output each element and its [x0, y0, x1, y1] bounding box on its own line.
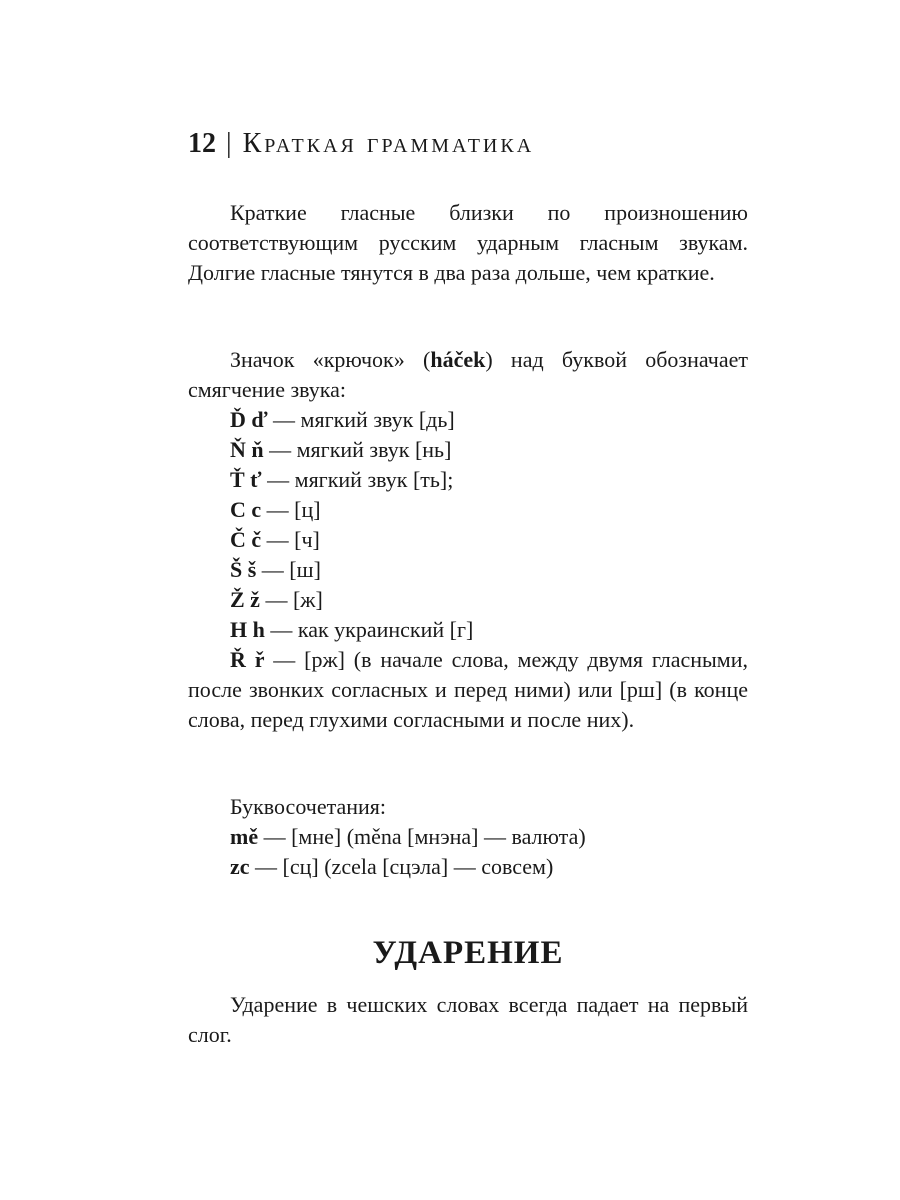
letter-description: — [ж]	[259, 587, 323, 612]
stress-section	[188, 990, 748, 1050]
combination-glyph: zc	[230, 854, 250, 879]
letter-glyph: Ř ř	[230, 647, 265, 672]
combination-item-zc	[188, 852, 748, 882]
letter-description: — [ч]	[261, 527, 320, 552]
letter-description: — [ш]	[256, 557, 321, 582]
letter-glyph: H h	[230, 617, 265, 642]
letter-description: — как украинский [г]	[264, 617, 474, 642]
letter-item-c	[188, 495, 748, 525]
letter-glyph: C c	[230, 497, 262, 522]
letter-item-z-caron	[188, 585, 748, 615]
combination-description: — [сц] (zcela [сцэла] — совсем)	[249, 854, 554, 879]
hacek-section	[188, 345, 748, 735]
letter-item-r-caron	[188, 645, 748, 735]
letter-item-s-caron	[188, 555, 748, 585]
vowel-length-section	[188, 198, 748, 288]
letter-glyph: Ď ď	[230, 407, 268, 432]
letter-glyph: Ň ň	[230, 437, 264, 462]
header-separator: |	[226, 128, 232, 159]
letter-description: — мягкий звук [нь]	[263, 437, 452, 462]
running-title: Краткая грамматика	[242, 128, 535, 159]
combinations-section	[188, 792, 748, 882]
combination-item-me	[188, 822, 748, 852]
hacek-intro-after: ) над буквой обозначает смягчение звука:	[188, 347, 748, 402]
combinations-title: Буквосочетания:	[230, 794, 387, 819]
letter-item-h	[188, 615, 748, 645]
page-number: 12	[188, 128, 216, 159]
combination-glyph: mě	[230, 824, 259, 849]
letter-description: — [ц]	[261, 497, 321, 522]
letter-item-c-caron	[188, 525, 748, 555]
letter-glyph: Ť ť	[230, 467, 262, 492]
letter-description: — [рж] (в начале слова, между двумя гласными, после звонких согласных и перед ними) или [рш] (в конце слова, перед глухими согласными и после них).	[188, 647, 749, 732]
vowel-length-paragraph: Краткие гласные близки по произношению соответствующим русским ударным гласным звукам. Долгие гласные тянутся в два раза дольше, чем краткие.	[188, 200, 748, 285]
letter-item-t-caron	[188, 465, 748, 495]
page-header	[188, 128, 748, 168]
hacek-intro-paragraph	[188, 345, 748, 405]
letter-glyph: Ž ž	[230, 587, 260, 612]
hacek-term: háček	[430, 347, 486, 372]
letter-glyph: Š š	[230, 557, 257, 582]
combination-description: — [мне] (měna [мнэна] — валюта)	[258, 824, 586, 849]
hacek-intro-before: Значок «крючок» (	[230, 347, 431, 372]
letter-description: — мягкий звук [ть];	[261, 467, 454, 492]
letter-description: — мягкий звук [дь]	[267, 407, 455, 432]
letter-item-d-caron	[188, 405, 748, 435]
letter-item-n-caron	[188, 435, 748, 465]
stress-paragraph: Ударение в чешских словах всегда падает на первый слог.	[188, 992, 748, 1047]
stress-heading: УДАРЕНИЕ	[372, 935, 564, 971]
letter-glyph: Č č	[230, 527, 262, 552]
